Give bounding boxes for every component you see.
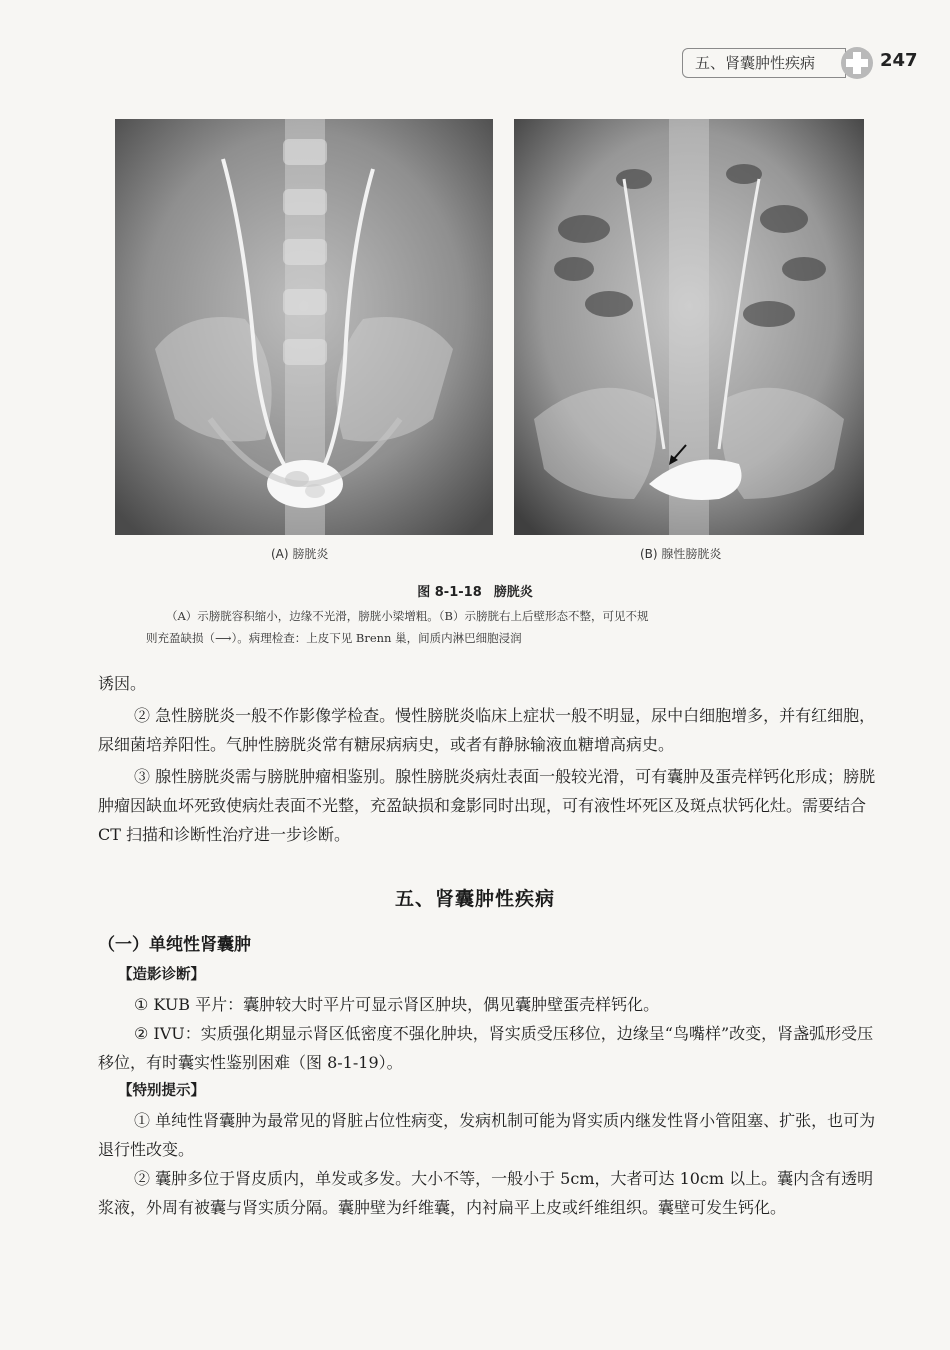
caption-line-1: （A）示膀胱容积缩小，边缘不光滑，膀胱小梁增粗。（B）示膀胱右上后壁形态不整，可见不规 [166,609,649,623]
header-section-label: 五、肾囊肿性疾病 [682,48,846,78]
panel-a-label: (A) 膀胱炎 [271,547,329,561]
tag-imaging-diagnosis: 【造影诊断】 [118,967,205,983]
tip-item-2: ② 囊肿多位于肾皮质内，单发或多发。大小不等，一般小于 5cm，大者可达 10cm 以上。囊内含有透明浆液，外周有被囊与肾实质分隔。囊肿壁为纤维囊，内衬扁平上皮或纤维组织。囊壁可发生钙化。 [98,1169,874,1217]
body-line-continuation: 诱因。 [98,674,147,693]
caption-line-2: 则充盈缺损（⟶）。病理检查：上皮下见 Brenn 巢，间质内淋巴细胞浸润 [146,631,522,645]
imaging-item-1: ① KUB 平片：囊肿较大时平片可显示肾区肿块，偶见囊肿壁蛋壳样钙化。 [134,995,660,1014]
imaging-item-2: ② IVU：实质强化期显示肾区低密度不强化肿块，肾实质受压移位，边缘呈“鸟嘴样”改变，肾盏弧形受压移位，有时囊实性鉴别困难（图 8-1-19）。 [98,1024,874,1072]
tag-special-tips: 【特别提示】 [118,1083,205,1099]
figure-title [0,581,950,600]
body-paragraph-3: ③ 腺性膀胱炎需与膀胱肿瘤相鉴别。腺性膀胱炎病灶表面一般较光滑，可有囊肿及蛋壳样钙化形成；膀胱肿瘤因缺血坏死致使病灶表面不光整，充盈缺损和龛影同时出现，可有液性坏死区及斑点状钙化灶。需要结合 CT 扫描和诊断性治疗进一步诊断。 [98,767,876,844]
running-header [682,44,918,84]
body-lower [98,961,888,1222]
section-title: 五、肾囊肿性疾病 [394,888,555,910]
page-number: 247 [880,50,918,71]
xray-image-glandular-cystitis [514,119,864,535]
figure-name: 膀胱炎 [493,585,533,600]
cross-badge-icon [840,46,874,80]
body-upper [98,669,888,849]
figure-caption [146,605,838,649]
panel-b-label: (B) 腺性膀胱炎 [640,547,722,561]
tip-item-1: ① 单纯性肾囊肿为最常见的肾脏占位性病变，发病机制可能为肾实质内继发性肾小管阻塞、扩张，也可为退行性改变。 [98,1111,876,1159]
subsection-title: （一）单纯性肾囊肿 [98,935,251,955]
body-paragraph-2: ② 急性膀胱炎一般不作影像学检查。慢性膀胱炎临床上症状一般不明显，尿中白细胞增多，并有红细胞，尿细菌培养阳性。气肿性膀胱炎常有糖尿病病史，或者有静脉输液血糖增高病史。 [98,706,876,754]
xray-image-cystitis [115,119,493,535]
figure-number: 图 8-1-18 [417,585,482,600]
